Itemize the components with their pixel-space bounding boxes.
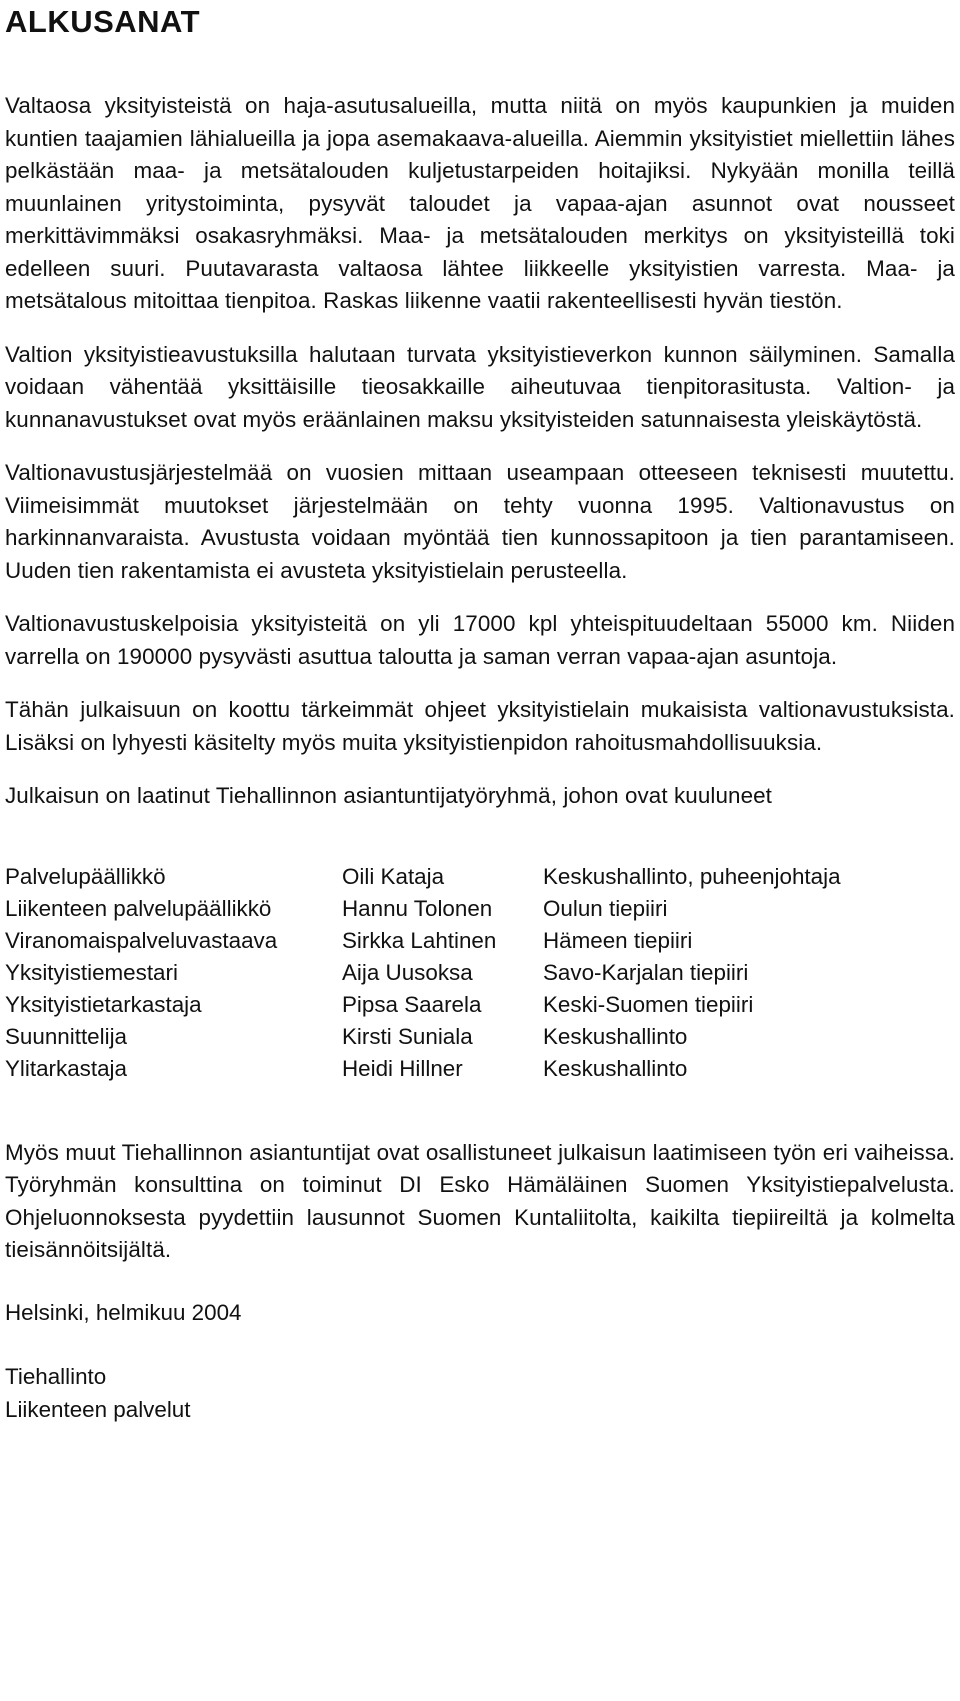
signature-organization: Tiehallinto — [5, 1364, 107, 1389]
member-title: Ylitarkastaja — [5, 1055, 127, 1081]
paragraph-working-group: Julkaisun on laatinut Tiehallinnon asiantuntijatyöryhmä, johon ovat kuuluneet — [5, 783, 772, 808]
member-name: Oili Kataja — [342, 863, 445, 889]
place-and-date: Helsinki, helmikuu 2004 — [5, 1299, 242, 1325]
committee-row — [5, 861, 955, 893]
member-title: Yksityistietarkastaja — [5, 991, 202, 1017]
paragraph-acknowledgements: Myös muut Tiehallinnon asiantuntijat ovat osallistuneet julkaisun laatimiseen työn eri vaiheissa. Työryhmän konsulttina on toiminut DI Esko Hämäläinen Suomen Yksityistiepalvelusta. Ohjeluonnoksesta pyydettiin lausunnot Suomen Kuntaliitolta, kaikilta tiepiireiltä ja kolmelta tieisännöitsijältä. — [5, 1139, 955, 1262]
member-unit: Hämeen tiepiiri — [543, 927, 693, 953]
committee-list — [5, 861, 955, 1085]
paragraph-subsidy-system: Valtionavustusjärjestelmää on vuosien mittaan useampaan otteeseen teknisesti muutettu. Viimeisimmät muutokset järjestelmään on tehty vuonna 1995. Valtionavustus on harkinnanvaraista. Avustusta voidaan myöntää tien kunnossapitoon ja tien parantamiseen. Uuden tien rakentamista ei avusteta yksityistielain perusteella. — [5, 460, 955, 583]
committee-row — [5, 925, 955, 957]
member-name: Sirkka Lahtinen — [342, 927, 497, 953]
member-name: Heidi Hillner — [342, 1055, 463, 1081]
signature-block — [5, 1361, 955, 1426]
paragraph-intro: Valtaosa yksityisteistä on haja-asutusalueilla, mutta niitä on myös kaupunkien ja muiden kuntien taajamien lähialueilla ja jopa asemakaava-alueilla. Aiemmin yksityistiet miellettiin lähes pelkästään maa- ja metsätalouden kuljetustarpeiden hoitajiksi. Nykyään monilla teillä muunlainen yritystoiminta, pysyvät taloudet ja vapaa-ajan asunnot ovat nousseet merkittävimmäksi osakasryhmäksi. Maa- ja metsätalouden merkitys on yksityisteillä toki edelleen suuri. Puutavarasta valtaosa lähtee liikkeelle yksityistien varresta. Maa- ja metsätalous mitoittaa tienpitoa. Raskas liikenne vaatii rakenteellisesti hyvän tiestön. — [5, 93, 955, 313]
member-name: Aija Uusoksa — [342, 959, 473, 985]
member-title: Palvelupäällikkö — [5, 863, 166, 889]
committee-row — [5, 893, 955, 925]
document-page — [5, 0, 955, 1426]
member-title: Viranomaispalveluvastaava — [5, 927, 278, 953]
signature-unit: Liikenteen palvelut — [5, 1396, 191, 1422]
member-name: Kirsti Suniala — [342, 1023, 473, 1049]
committee-row — [5, 989, 955, 1021]
member-title: Liikenteen palvelupäällikkö — [5, 895, 272, 921]
committee-row — [5, 957, 955, 989]
member-name: Hannu Tolonen — [342, 895, 493, 921]
paragraph-publication-scope: Tähän julkaisuun on koottu tärkeimmät ohjeet yksityistielain mukaisista valtionavustuksista. Lisäksi on lyhyesti käsitelty myös muita yksityistienpidon rahoitusmahdollisuuksia. — [5, 697, 955, 755]
member-title: Suunnittelija — [5, 1023, 127, 1049]
member-unit: Keski-Suomen tiepiiri — [543, 991, 754, 1017]
member-title: Yksityistiemestari — [5, 959, 178, 985]
member-name: Pipsa Saarela — [342, 991, 482, 1017]
member-unit: Keskushallinto — [543, 1023, 688, 1049]
member-unit: Keskushallinto, puheenjohtaja — [543, 863, 841, 889]
committee-row — [5, 1021, 955, 1053]
paragraph-state-subsidies: Valtion yksityistieavustuksilla halutaan turvata yksityistieverkon kunnon säilyminen. Samalla voidaan vähentää yksittäisille tieosakkaille aiheutuvaa tienpitorasitusta. Valtion- ja kunnanavustukset ovat myös eräänlainen maksu yksityisteiden satunnaisesta yleiskäytöstä. — [5, 341, 955, 432]
committee-row — [5, 1053, 955, 1085]
member-unit: Oulun tiepiiri — [543, 895, 668, 921]
paragraph-road-statistics: Valtionavustuskelpoisia yksityisteitä on yli 17000 kpl yhteispituudeltaan 55000 km. Niiden varrella on 190000 pysyvästi asuttua taloutta ja saman verran vapaa-ajan asuntoja. — [5, 611, 955, 669]
page-title: ALKUSANAT — [5, 4, 201, 39]
member-unit: Keskushallinto — [543, 1055, 688, 1081]
member-unit: Savo-Karjalan tiepiiri — [543, 959, 749, 985]
